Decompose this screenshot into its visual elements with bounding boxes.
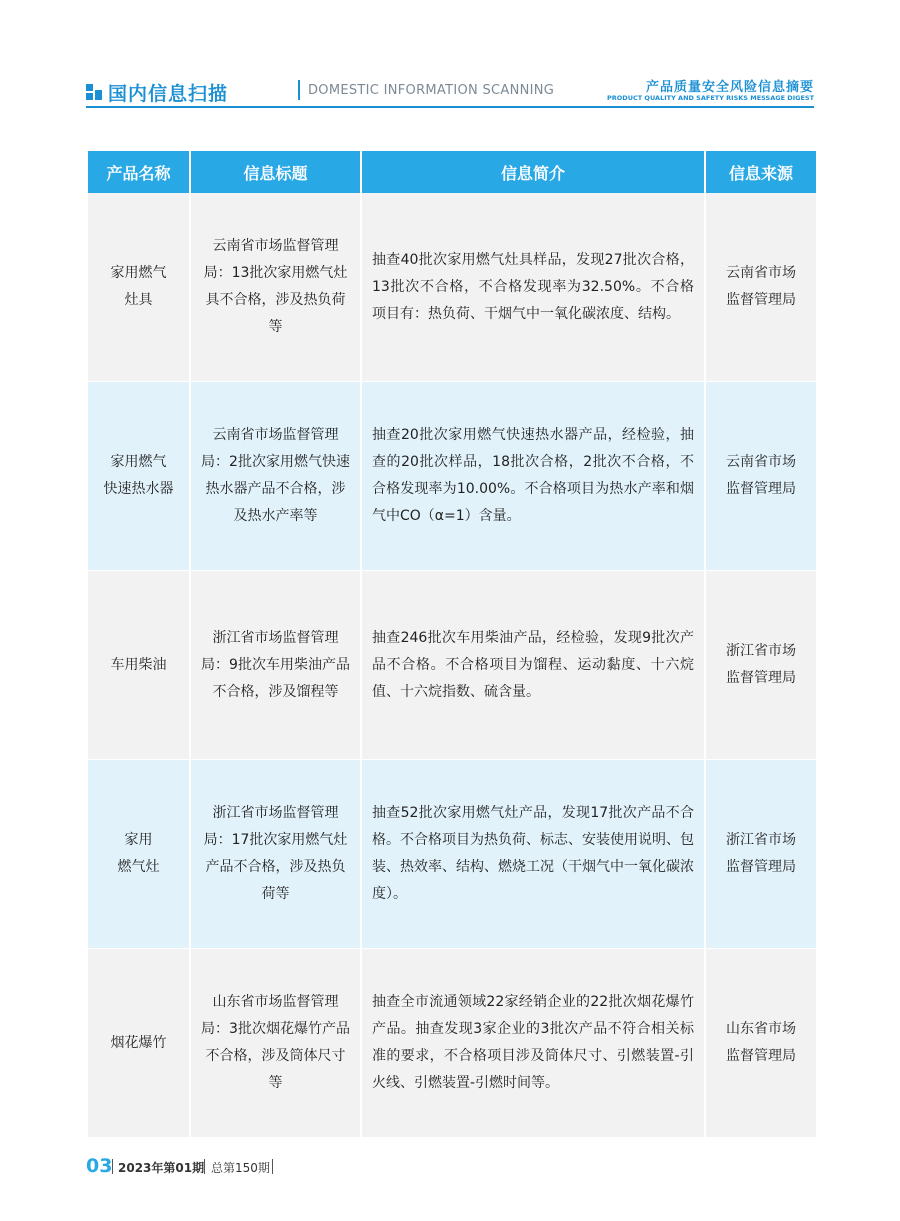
- publication-title: 产品质量安全风险信息摘要: [645, 80, 814, 95]
- footer-divider: [204, 1159, 205, 1174]
- column-header-source: 信息来源: [706, 151, 816, 193]
- product-name-cell: 烟花爆竹: [88, 948, 189, 1137]
- header-rule: [86, 106, 814, 108]
- product-name-cell: 家用燃气 快速热水器: [88, 381, 189, 570]
- info-title-cell: 云南省市场监督管理局：2批次家用燃气快速热水器产品不合格，涉及热水产率等: [191, 381, 360, 570]
- page-header: [86, 74, 814, 108]
- table-header-row: [88, 151, 816, 193]
- page-number: 03: [86, 1155, 113, 1177]
- publication-title-en: PRODUCT QUALITY AND SAFETY RISKS MESSAGE DIGEST: [607, 94, 814, 102]
- section-title-en: DOMESTIC INFORMATION SCANNING: [308, 83, 555, 98]
- product-name-cell: 家用 燃气灶: [88, 759, 189, 948]
- section-title: 国内信息扫描: [108, 83, 229, 105]
- info-table: [86, 151, 818, 1137]
- blue-squares-logo-icon: [86, 84, 102, 100]
- table-row: [88, 381, 816, 570]
- footer-divider: [272, 1159, 273, 1174]
- info-title-cell: 山东省市场监督管理局：3批次烟花爆竹产品不合格，涉及筒体尺寸等: [191, 948, 360, 1137]
- table-row: [88, 759, 816, 948]
- footer-divider: [112, 1159, 113, 1174]
- info-summary-cell: 抽查40批次家用燃气灶具样品，发现27批次合格，13批次不合格，不合格发现率为32.50%。不合格项目有：热负荷、干烟气中一氧化碳浓度、结构。: [362, 193, 704, 381]
- info-summary-cell: 抽查全市流通领域22家经销企业的22批次烟花爆竹产品。抽查发现3家企业的3批次产品不符合相关标准的要求，不合格项目涉及筒体尺寸、引燃装置-引火线、引燃装置-引燃时间等。: [362, 948, 704, 1137]
- header-divider: [298, 80, 300, 100]
- info-source-cell: 云南省市场 监督管理局: [706, 381, 816, 570]
- column-header-summary: 信息简介: [362, 151, 704, 193]
- product-name-cell: 车用柴油: [88, 570, 189, 759]
- column-header-title: 信息标题: [191, 151, 360, 193]
- column-header-product: 产品名称: [88, 151, 189, 193]
- table-row: [88, 193, 816, 381]
- info-summary-cell: 抽查246批次车用柴油产品，经检验，发现9批次产品不合格。不合格项目为馏程、运动黏度、十六烷值、十六烷指数、硫含量。: [362, 570, 704, 759]
- info-source-cell: 山东省市场 监督管理局: [706, 948, 816, 1137]
- info-title-cell: 浙江省市场监督管理局：9批次车用柴油产品不合格，涉及馏程等: [191, 570, 360, 759]
- info-summary-cell: 抽查20批次家用燃气快速热水器产品，经检验，抽查的20批次样品，18批次合格，2批次不合格，不合格发现率为10.00%。不合格项目为热水产率和烟气中CO（α=1）含量。: [362, 381, 704, 570]
- info-summary-cell: 抽查52批次家用燃气灶产品，发现17批次产品不合格。不合格项目为热负荷、标志、安装使用说明、包装、热效率、结构、燃烧工况（干烟气中一氧化碳浓度）。: [362, 759, 704, 948]
- info-source-cell: 浙江省市场 监督管理局: [706, 759, 816, 948]
- info-title-cell: 云南省市场监督管理局：13批次家用燃气灶具不合格，涉及热负荷等: [191, 193, 360, 381]
- product-name-cell: 家用燃气 灶具: [88, 193, 189, 381]
- total-issue-label: 总第150期: [211, 1161, 270, 1175]
- info-title-cell: 浙江省市场监督管理局：17批次家用燃气灶产品不合格，涉及热负荷等: [191, 759, 360, 948]
- table-row: [88, 948, 816, 1137]
- issue-label: 2023年第01期: [118, 1161, 205, 1175]
- table-row: [88, 570, 816, 759]
- info-source-cell: 云南省市场 监督管理局: [706, 193, 816, 381]
- info-source-cell: 浙江省市场 监督管理局: [706, 570, 816, 759]
